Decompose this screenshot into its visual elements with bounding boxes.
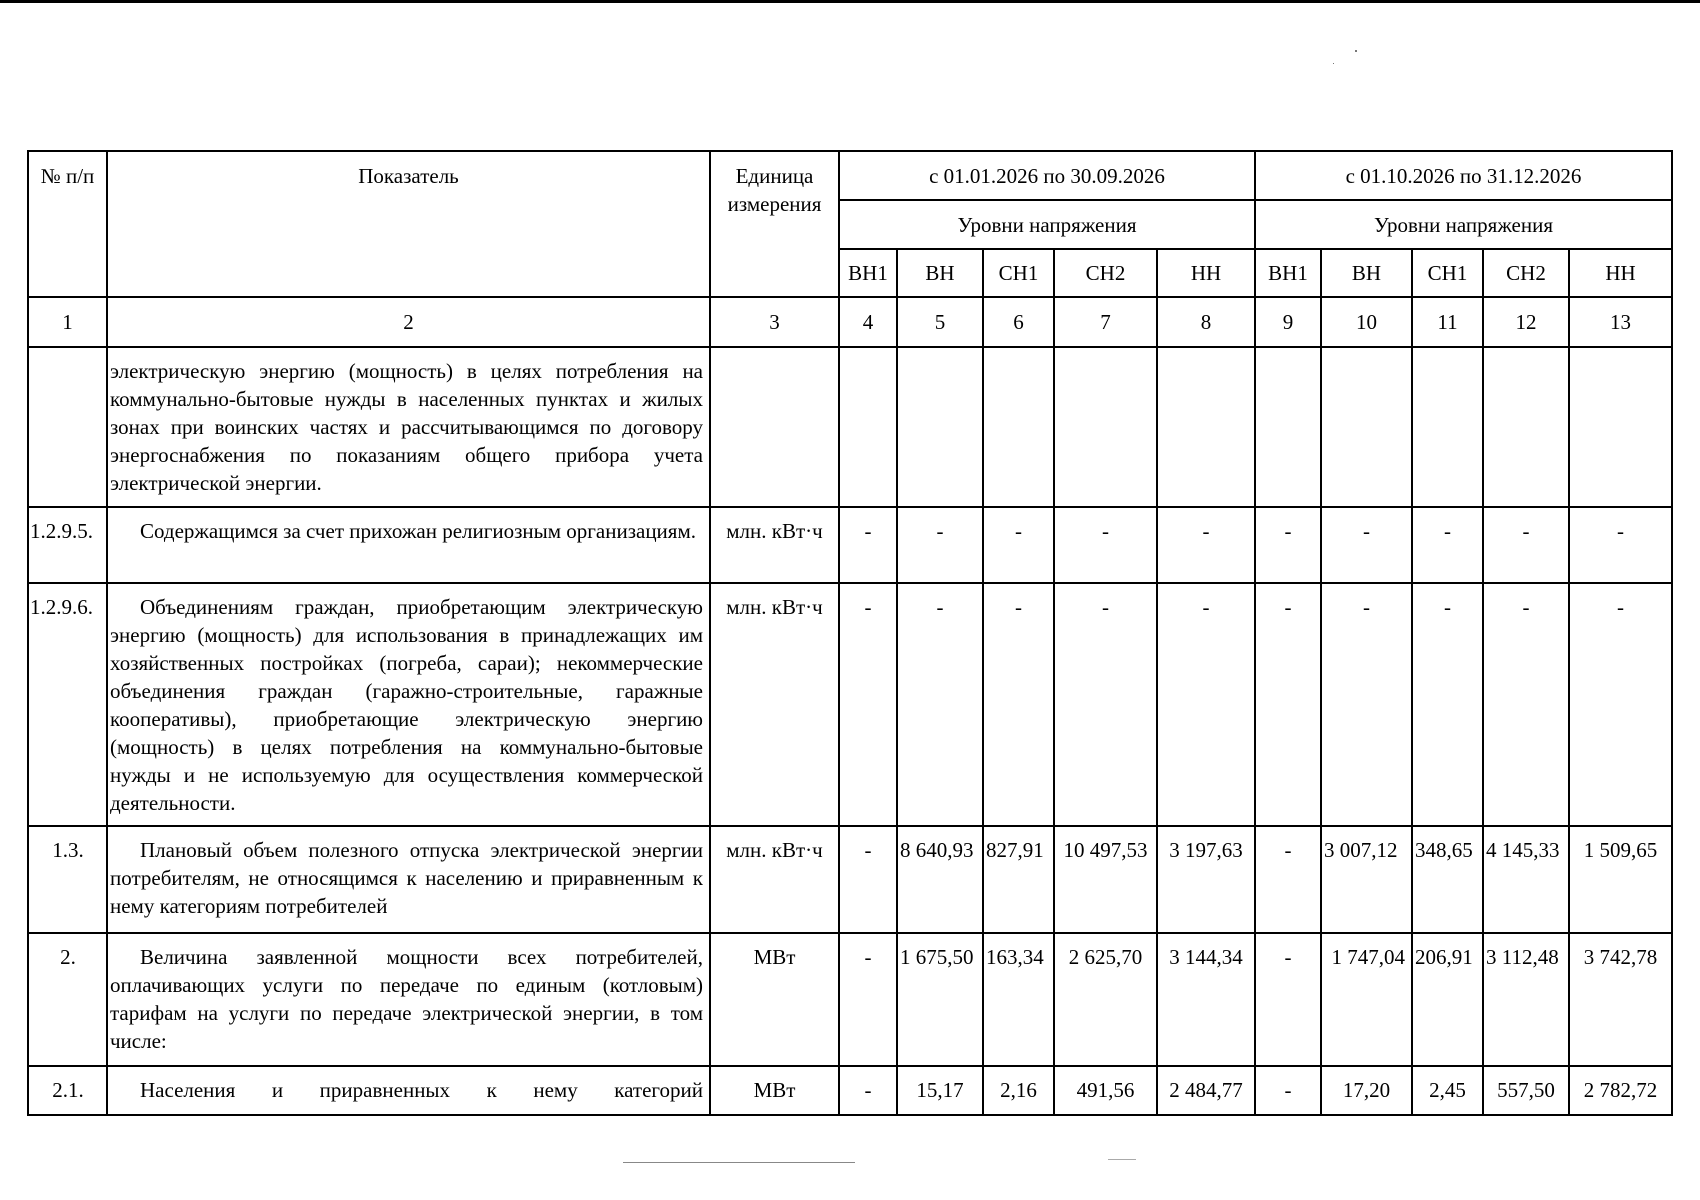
row-value: 15,17 — [897, 1066, 983, 1115]
row-value: 1 675,50 — [897, 933, 983, 1066]
column-number: 2 — [107, 297, 710, 347]
row-value: - — [897, 583, 983, 826]
row-value: - — [1255, 507, 1321, 583]
row-value: 17,20 — [1321, 1066, 1412, 1115]
row-value: 2,45 — [1412, 1066, 1483, 1115]
row-value: 2,16 — [983, 1066, 1054, 1115]
row-value: - — [1569, 583, 1672, 826]
row-value: - — [839, 583, 897, 826]
row-indicator: Населения и приравненных к нему категорий — [107, 1066, 710, 1115]
header-levels-1: Уровни напряжения — [839, 200, 1255, 249]
header-period-2: с 01.10.2026 по 31.12.2026 — [1255, 151, 1672, 200]
column-number: 9 — [1255, 297, 1321, 347]
row-indicator: Величина заявленной мощности всех потребителей, оплачивающих услуги по передаче по единым (котловым) тарифам на услуги по передаче электрической энергии, в том числе: — [107, 933, 710, 1066]
row-unit: млн. кВт·ч — [710, 507, 839, 583]
table-row — [28, 826, 1672, 933]
level-name: СН2 — [1483, 249, 1569, 297]
row-value: - — [839, 933, 897, 1066]
row-value — [1412, 347, 1483, 507]
table-row — [28, 933, 1672, 1066]
row-value: 10 497,53 — [1054, 826, 1157, 933]
column-number: 13 — [1569, 297, 1672, 347]
row-value: 163,34 — [983, 933, 1054, 1066]
row-indicator: Объединениям граждан, приобретающим электрическую энергию (мощность) для использования в принадлежащих им хозяйственных постройках (погреба, сараи); некоммерческие объединения граждан (гаражно-строительные, гаражные кооперативы), приобретающие электрическую энергию (мощность) в целях потребления на коммунально-бытовые нужды и не используемую для осуществления коммерческой деятельности. — [107, 583, 710, 826]
column-number: 4 — [839, 297, 897, 347]
row-value — [1054, 347, 1157, 507]
row-value: - — [1255, 1066, 1321, 1115]
row-value: - — [1255, 826, 1321, 933]
level-name: НН — [1157, 249, 1255, 297]
level-name: ВН1 — [839, 249, 897, 297]
row-value: 3 144,34 — [1157, 933, 1255, 1066]
scan-speck — [1355, 50, 1357, 52]
row-value: - — [1483, 583, 1569, 826]
row-value: - — [1321, 507, 1412, 583]
level-name: ВН — [1321, 249, 1412, 297]
header-num: № п/п — [28, 151, 107, 297]
row-value: - — [897, 507, 983, 583]
row-value — [1321, 347, 1412, 507]
row-value — [839, 347, 897, 507]
scan-footer-dash — [1108, 1159, 1136, 1160]
row-number: 1.2.9.6. — [28, 583, 107, 826]
row-number: 1.2.9.5. — [28, 507, 107, 583]
row-value — [1483, 347, 1569, 507]
row-value: 206,91 — [1412, 933, 1483, 1066]
row-value: - — [983, 583, 1054, 826]
table-row — [28, 507, 1672, 583]
column-number: 12 — [1483, 297, 1569, 347]
row-unit — [710, 347, 839, 507]
table-row — [28, 583, 1672, 826]
scan-footer-line — [623, 1162, 855, 1163]
column-number: 5 — [897, 297, 983, 347]
row-indicator: Плановый объем полезного отпуска электрической энергии потребителям, не относящимся к населению и приравненным к нему категориям потребителей — [107, 826, 710, 933]
row-value: 3 742,78 — [1569, 933, 1672, 1066]
level-name: НН — [1569, 249, 1672, 297]
row-value: - — [1569, 507, 1672, 583]
row-unit: МВт — [710, 1066, 839, 1115]
row-indicator: электрическую энергию (мощность) в целях потребления на коммунально-бытовые нужды в населенных пунктах и жилых зонах при воинских частях и рассчитывающимся по договору энергоснабжения по показаниям общего прибора учета электрической энергии. — [107, 347, 710, 507]
row-unit: млн. кВт·ч — [710, 826, 839, 933]
table-row — [28, 1066, 1672, 1115]
level-name: ВН1 — [1255, 249, 1321, 297]
row-value: - — [1157, 507, 1255, 583]
row-value: 557,50 — [1483, 1066, 1569, 1115]
row-value: - — [1054, 583, 1157, 826]
header-period-1: с 01.01.2026 по 30.09.2026 — [839, 151, 1255, 200]
row-value: - — [983, 507, 1054, 583]
column-number: 7 — [1054, 297, 1157, 347]
column-number: 8 — [1157, 297, 1255, 347]
column-number: 3 — [710, 297, 839, 347]
row-value: 2 625,70 — [1054, 933, 1157, 1066]
row-value: 1 509,65 — [1569, 826, 1672, 933]
level-name: СН2 — [1054, 249, 1157, 297]
row-value: 3 112,48 — [1483, 933, 1569, 1066]
tariff-table — [27, 150, 1673, 1116]
column-number: 1 — [28, 297, 107, 347]
row-value: - — [1255, 933, 1321, 1066]
row-value: - — [1157, 583, 1255, 826]
row-value: - — [1483, 507, 1569, 583]
header-indicator: Показатель — [107, 151, 710, 297]
table-row — [28, 347, 1672, 507]
row-value — [897, 347, 983, 507]
row-value: 3 007,12 — [1321, 826, 1412, 933]
row-value: 3 197,63 — [1157, 826, 1255, 933]
row-value — [1569, 347, 1672, 507]
level-name: СН1 — [983, 249, 1054, 297]
row-number — [28, 347, 107, 507]
row-value: 491,56 — [1054, 1066, 1157, 1115]
scan-speck — [1333, 63, 1334, 64]
header-row-column-numbers — [28, 297, 1672, 347]
row-value: 8 640,93 — [897, 826, 983, 933]
column-number: 10 — [1321, 297, 1412, 347]
row-indicator: Содержащимся за счет прихожан религиозным организациям. — [107, 507, 710, 583]
level-name: СН1 — [1412, 249, 1483, 297]
row-value: - — [1255, 583, 1321, 826]
row-value: - — [839, 507, 897, 583]
row-value — [1157, 347, 1255, 507]
row-unit: МВт — [710, 933, 839, 1066]
scan-top-border — [0, 0, 1700, 3]
row-number: 2. — [28, 933, 107, 1066]
row-number: 2.1. — [28, 1066, 107, 1115]
header-levels-2: Уровни напряжения — [1255, 200, 1672, 249]
row-value — [983, 347, 1054, 507]
row-value: 1 747,04 — [1321, 933, 1412, 1066]
row-value: - — [1054, 507, 1157, 583]
row-value: - — [1321, 583, 1412, 826]
row-value: - — [839, 826, 897, 933]
row-value: - — [839, 1066, 897, 1115]
row-value — [1255, 347, 1321, 507]
header-unit: Единица измерения — [710, 151, 839, 297]
row-unit: млн. кВт·ч — [710, 583, 839, 826]
column-number: 11 — [1412, 297, 1483, 347]
row-value: 2 484,77 — [1157, 1066, 1255, 1115]
row-value: 827,91 — [983, 826, 1054, 933]
row-number: 1.3. — [28, 826, 107, 933]
row-value: 2 782,72 — [1569, 1066, 1672, 1115]
row-value: - — [1412, 583, 1483, 826]
row-value: 4 145,33 — [1483, 826, 1569, 933]
row-value: 348,65 — [1412, 826, 1483, 933]
column-number: 6 — [983, 297, 1054, 347]
header-row-periods — [28, 151, 1672, 200]
row-value: - — [1412, 507, 1483, 583]
level-name: ВН — [897, 249, 983, 297]
